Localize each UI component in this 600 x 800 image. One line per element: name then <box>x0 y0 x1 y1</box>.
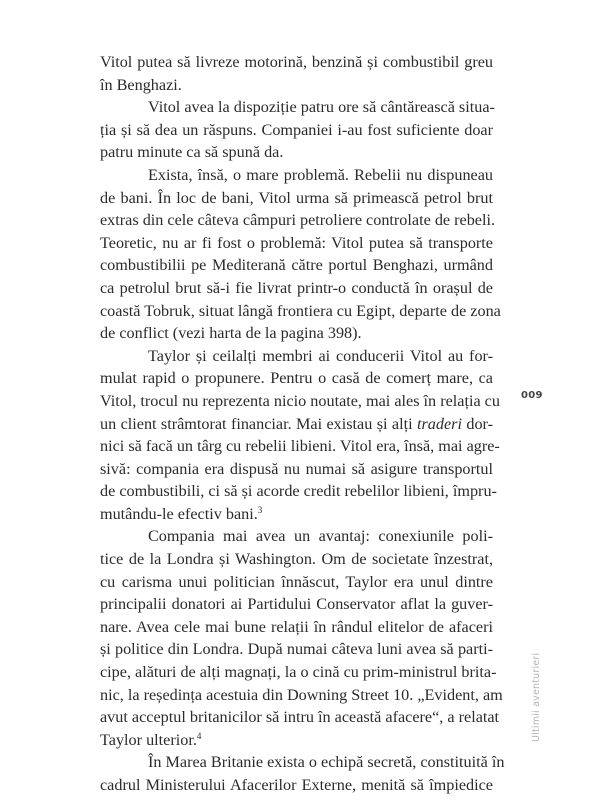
text-line: Vitol, trocul nu reprezenta nicio noutate, mai ales în relația cu <box>100 391 500 410</box>
text-line: coastă Tobruk, situat lângă frontiera cu Egipt, departe de zona <box>100 301 501 320</box>
text-line: Vitol avea la dispoziție patru ore să cântărească situa- <box>148 98 495 117</box>
text-segment: mutându-le efectiv bani. <box>100 504 258 523</box>
text-line: Exista, însă, o mare problemă. Rebelii nu dispuneau <box>148 165 493 184</box>
text-line: Taylor și ceilalți membri ai conducerii Vitol au for- <box>148 346 493 365</box>
text-line: Teoretic, nu ar fi fost o problemă: Vitol putea să transporte <box>100 233 493 252</box>
paragraph <box>100 164 501 345</box>
text-line: nici să facă un târg cu rebelii libieni. Vitol era, însă, mai agre- <box>100 437 500 456</box>
text-line: Compania mai avea un avantaj: conexiunile poli- <box>148 527 493 546</box>
text-line: nic, la reședința acestuia din Downing Street 10. „Evident, am <box>100 685 503 704</box>
text-line: patru minute ca să spună da. <box>100 143 284 162</box>
text-line: de conflict (vezi harta de la pagina 398). <box>100 324 362 343</box>
text-line: mulat rapid o propunere. Pentru o casă de comerț mare, ca <box>100 369 493 388</box>
text-line: În Marea Britanie exista o echipă secretă, constituită în <box>148 753 505 772</box>
paragraph <box>100 345 500 526</box>
text-line: avut acceptul britanicilor să intru în această afacere“, a relatat <box>100 708 500 727</box>
text-line: sivă: compania era dispusă nu numai să asigure transportul <box>100 459 493 478</box>
text-line <box>100 503 493 526</box>
text-line: combustibilii pe Mediterană către portul Benghazi, urmând <box>100 256 493 275</box>
text-line: nare. Avea cele mai bune relații în rândul elitelor de afaceri <box>100 617 493 636</box>
body-text <box>100 51 505 797</box>
text-line <box>100 413 493 436</box>
paragraph <box>100 96 493 164</box>
footnote-reference[interactable]: 4 <box>196 730 202 741</box>
text-line: cipe, alături de alți magnați, la o cină cu prim-ministrul brita- <box>100 663 497 682</box>
text-line: Vitol putea să livreze motorină, benzină și combustibil greu <box>100 53 493 71</box>
text-line: tice de la Londra și Washington. Om de societate înzestrat, <box>100 550 493 569</box>
italic-term: traderi <box>416 414 462 433</box>
text-line: cu carisma unui politician înnăscut, Taylor era unul dintre <box>100 572 493 591</box>
text-line: extras din cele câteva câmpuri petroliere controlate de rebeli. <box>100 211 496 230</box>
page-number: 009 <box>521 390 543 401</box>
text-line: în Benghazi. <box>100 75 182 94</box>
text-segment: Taylor ulterior. <box>100 730 197 749</box>
text-segment: dor- <box>461 414 493 433</box>
paragraph <box>100 525 503 751</box>
footnote-reference[interactable]: 3 <box>257 504 263 515</box>
text-line: cadrul Ministerului Afacerilor Externe, menită să împiedice <box>100 776 493 794</box>
text-line: și politice din Londra. După numai câteva luni avea să parti- <box>100 640 493 659</box>
paragraph <box>100 51 493 96</box>
running-head: Ultimii aventurieri <box>531 652 542 742</box>
paragraph <box>100 751 505 796</box>
text-segment: un client strâmtorat financiar. Mai existau și alți <box>100 414 417 433</box>
text-line: ția și să dea un răspuns. Companiei i-au fost suficiente doar <box>100 120 493 139</box>
text-line: de bani. În loc de bani, Vitol urma să primească petrol brut <box>100 188 493 207</box>
text-line: principalii donatori ai Partidului Conservator aflat la guver- <box>100 595 493 614</box>
text-line: de combustibili, ci să și acorde credit rebelilor libieni, împru- <box>100 482 497 501</box>
text-line: ca petrolul brut să-i fie livrat printr-o conductă în orașul de <box>100 278 493 297</box>
text-line <box>100 729 493 752</box>
